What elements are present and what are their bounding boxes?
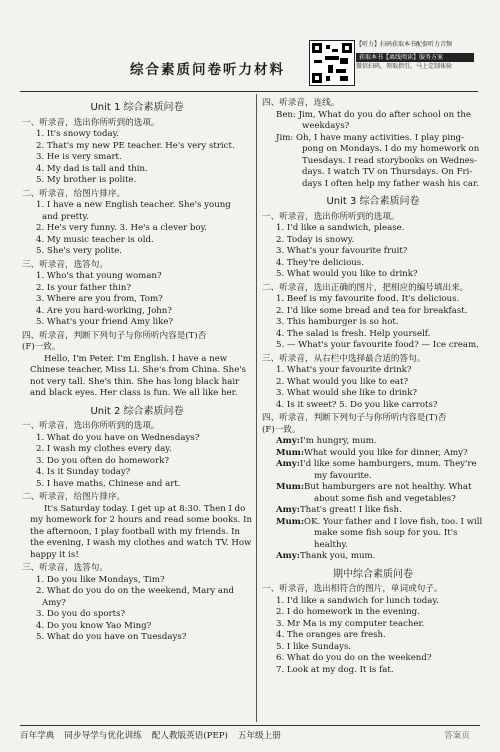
dialog-line: Ben: Jim, What do you do after school on the <box>276 109 471 120</box>
dialog-line: pong on Mondays. I do my homework on <box>302 144 480 154</box>
item: 4. Is it Sunday today? <box>36 467 131 477</box>
dialog-text: I'm hungry, mum. <box>299 436 377 446</box>
page-title: 综合素质问卷听力材料 <box>130 62 285 78</box>
item: 1. I'd like a sandwich for lunch today. <box>276 595 439 606</box>
item: 5. What's your friend Amy like? <box>36 317 174 327</box>
footer-brand: 百年学典 <box>20 731 55 741</box>
right-column <box>262 96 484 676</box>
unit-title: 期中综合素质问卷 <box>333 568 413 580</box>
item: 5. I like Sundays. <box>276 641 352 652</box>
item: 5. My brother is polite. <box>36 175 137 185</box>
item: 6. What do you do on the weekend? <box>276 653 432 663</box>
dialog-line <box>262 551 484 563</box>
item: 3. He is very smart. <box>36 152 122 162</box>
item: 4. They're delicious. <box>276 257 364 268</box>
item: 2. What would you like to eat? <box>276 376 409 387</box>
dialog-line <box>262 517 484 552</box>
item: 2. I do homework in the evening. <box>276 607 420 617</box>
speaker-label: Mum: <box>276 516 305 527</box>
speaker-label: Amy: <box>276 505 300 515</box>
item: 1. Who's that young woman? <box>36 271 162 281</box>
item: 5. — What's your favourite food? — Ice cream. <box>276 340 479 350</box>
item: 3. Where are you from, Tom? <box>36 294 163 304</box>
speaker-label: Amy: <box>276 436 300 446</box>
item: 3. What's your favourite fruit? <box>276 246 408 256</box>
dialog-text: I'd like some hamburgers, mum. They're my favourite. <box>299 459 477 481</box>
item: 1. What's your favourite drink? <box>276 365 412 375</box>
item: 2. That's my new PE teacher. He's very strict. <box>36 140 235 151</box>
item: 5. What do you have on Tuesdays? <box>36 632 187 642</box>
dialog-line <box>262 448 484 460</box>
item: 4. Do you know Yao Ming? <box>36 620 152 631</box>
item: 7. Look at my dog. It is fat. <box>276 664 394 675</box>
speaker-label: Mum: <box>276 482 305 492</box>
item: 5. I have maths, Chinese and art. <box>36 478 181 489</box>
item: 3. Mr Ma is my computer teacher. <box>276 618 425 629</box>
dialog-line: weekdays? <box>302 121 350 131</box>
dialog-text: Thank you, mum. <box>299 551 376 561</box>
dialog-line <box>262 459 484 482</box>
item: 4. Are you hard-working, John? <box>36 305 172 316</box>
item: 4. My music teacher is old. <box>36 234 154 245</box>
item: 1. It's snowy today. <box>36 129 120 139</box>
item: 5. What would you like to drink? <box>276 269 418 279</box>
item: 1. What do you have on Wednesdays? <box>36 432 200 443</box>
footer-grade: 五年级上册 <box>237 731 281 741</box>
item: 3. Do you often do homework? <box>36 455 169 466</box>
qr-code <box>309 40 355 86</box>
passage: Hello, I'm Peter. I'm English. I have a new Chinese teacher, Miss Li. She's from China. She's not very tall. She's thin. She has long black hair and black eyes. Her class is fun. We all like her. <box>30 353 247 398</box>
section-heading: 二、听录音，给图片排序。 <box>22 492 126 502</box>
item: 4. The oranges are fresh. <box>276 630 386 640</box>
item: 2. What do you do on the weekend, Mary and <box>36 586 235 596</box>
item: 2. I'd like some bread and tea for breakfast. <box>276 305 468 316</box>
promo-line: 微信扫码，领取指引，马上定制体验 <box>356 63 453 70</box>
item: 3. This hamburger is so hot. <box>276 317 399 327</box>
section-heading: 一、听录音，选出你所听到的选项。 <box>22 421 160 431</box>
promo-box <box>356 40 474 71</box>
item: 3. Do you do sports? <box>36 609 126 619</box>
item: 1. Beef is my favourite food. It's delicious. <box>276 294 460 304</box>
promo-line: 【听力】扫码获取本书配套听力音频 <box>356 41 453 48</box>
item: 4. Is it sweet? 5. Do you like carrots? <box>276 399 438 410</box>
section-heading: 二、听录音，给图片排序。 <box>22 188 126 199</box>
dialog-line <box>262 436 484 448</box>
section-heading: 二、听录音，选出正确的图片，把相应的编号填出来。 <box>262 282 469 293</box>
section-heading-cont: (F)一致。 <box>262 424 301 435</box>
speaker-label: Mum: <box>276 447 305 458</box>
unit-title: Unit 3 综合素质问卷 <box>326 196 420 207</box>
dialog-line <box>262 482 484 505</box>
section-heading: 三、听录音，选答句。 <box>22 259 108 270</box>
dialog-line: Jim: Oh, I have many activities. I play ping- <box>276 132 465 143</box>
header-rule <box>20 91 478 92</box>
item: 2. I wash my clothes every day. <box>36 444 172 454</box>
footer-edition: 配人教版英语(PEP) <box>151 731 228 741</box>
dialog-text: But hamburgers are not healthy. What about some fish and vegetables? <box>304 482 472 504</box>
section-heading: 一、听录音，选出你所听到的选项。 <box>262 211 400 222</box>
unit-title: Unit 1 综合素质问卷 <box>90 102 184 113</box>
dialog-line: days. I watch TV on Thursdays. On Fri- <box>302 167 473 177</box>
item: 5. She's very polite. <box>36 246 123 256</box>
item: 1. Do you like Mondays, Tim? <box>36 574 165 585</box>
item: 4. The salad is fresh. Help yourself. <box>276 328 431 339</box>
section-heading-cont: (F)一致。 <box>22 342 61 352</box>
unit-title: Unit 2 综合素质问卷 <box>90 405 184 417</box>
item: 1. I have a new English teacher. She's young <box>36 200 231 210</box>
dialog-line <box>262 505 484 517</box>
promo-line: 获取本书【离线阅读】服务方案 <box>356 53 474 62</box>
dialog-line: days I often help my father wash his car. <box>302 178 479 189</box>
section-heading: 三、听录音，选答句。 <box>22 563 108 573</box>
passage: It's Saturday today. I get up at 8:30. Then I do my homework for 2 hours and read some books. In the afternoon, I play football with my friends. In the evening, I wash my clothes and watch TV. How happy it is! <box>30 503 252 560</box>
item: 4. My dad is tall and thin. <box>36 163 148 174</box>
item: and pretty. <box>42 211 89 222</box>
section-heading: 四、听录音，判断下列句子与你所听内容是(T)否 <box>22 330 207 341</box>
left-column <box>22 96 252 644</box>
section-heading: 三、听录音，从右栏中选择最合适的答句。 <box>262 353 426 364</box>
speaker-label: Amy: <box>276 459 300 469</box>
dialog-text: What would you like for dinner, Amy? <box>304 447 468 458</box>
section-heading: 一、听录音，选出相符合的图片，单词或句子。 <box>262 584 443 594</box>
item: 3. What would she like to drink? <box>276 388 418 398</box>
section-heading: 四、听录音，判断下列句子与你所听内容是(T)否 <box>262 413 447 423</box>
section-heading: 四、听录音，连线。 <box>262 98 340 108</box>
item: 2. Today is snowy. <box>276 234 355 245</box>
section-heading: 一、听录音，选出你所听到的选项。 <box>22 117 160 128</box>
speaker-label: Amy: <box>276 551 300 561</box>
item: 1. I'd like a sandwich, please. <box>276 223 405 233</box>
column-divider <box>256 94 257 722</box>
item: 2. Is your father thin? <box>36 282 131 293</box>
dialog-text: OK. Your father and I love fish, too. I will make some fish soup for you. It's healthy. <box>304 516 483 550</box>
dialog-line: Tuesdays. I read storybooks on Wednes- <box>302 155 478 166</box>
item: 2. He's very funny. 3. He's a clever boy. <box>36 223 208 233</box>
page-footer <box>20 725 480 741</box>
item: Amy? <box>42 597 66 608</box>
dialog-text: That's great! I like fish. <box>299 505 402 515</box>
footer-page-label: 答案页 <box>444 731 470 741</box>
footer-series: 同步导学与优化训练 <box>64 731 142 741</box>
